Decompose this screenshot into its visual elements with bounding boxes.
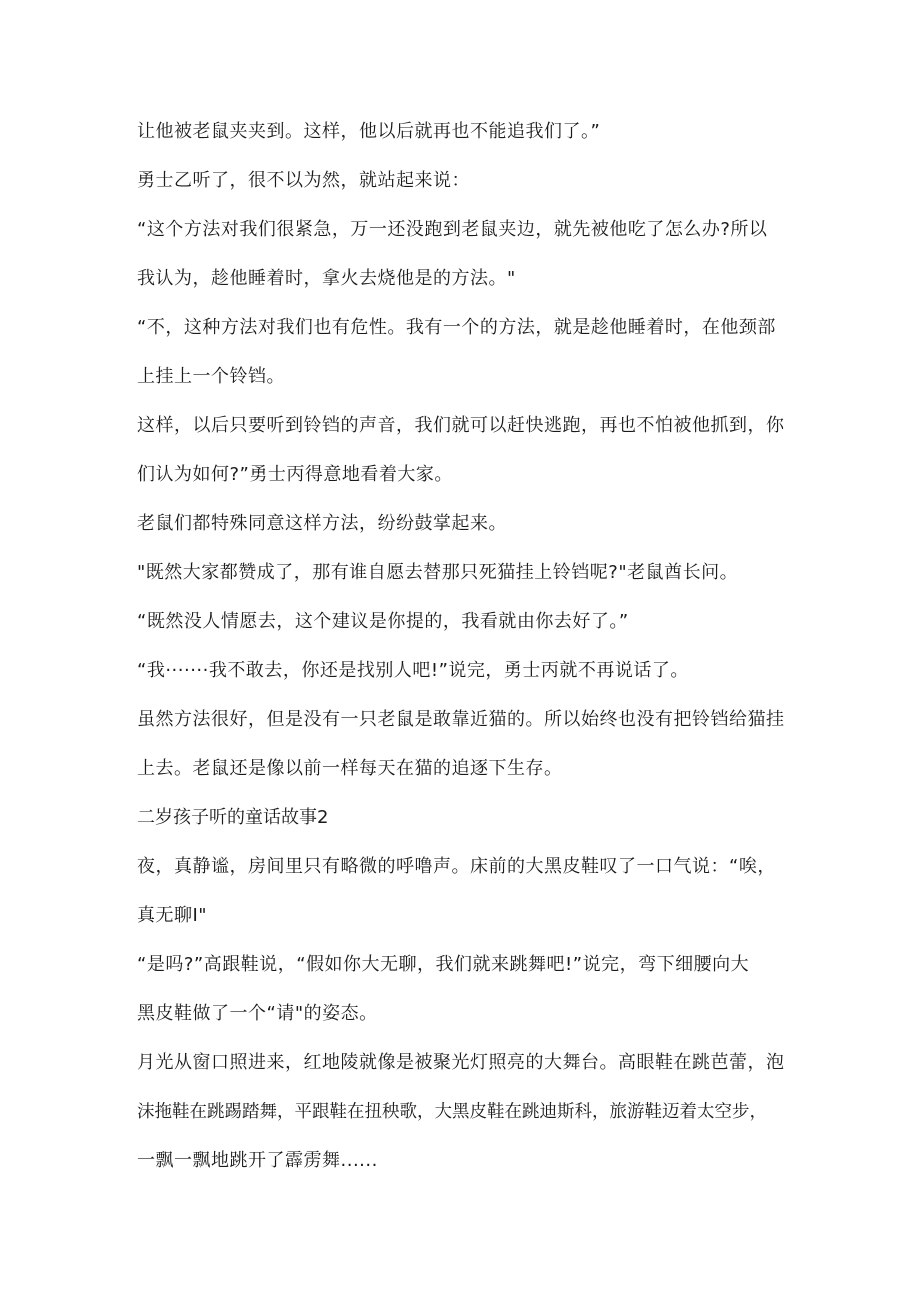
text-line: "既然大家都赞成了，那有谁自愿去替那只死猫挂上铃铛呢?"老鼠酋长问。 [137, 562, 739, 583]
text-line: 勇士乙听了，很不以为然，就站起来说： [137, 170, 470, 191]
text-line: 上去。老鼠还是像以前一样每天在猫的追逐下生存。 [137, 758, 563, 779]
text-line: 上挂上一个铃铛。 [137, 366, 285, 387]
text-line: 这样，以后只要听到铃铛的声音，我们就可以赶快逃跑，再也不怕被他抓到，你 [137, 415, 785, 436]
text-line: 沫拖鞋在跳踢踏舞，平跟鞋在扭秧歌，大黑皮鞋在跳迪斯科，旅游鞋迈着太空步， [137, 1102, 767, 1122]
text-line: 真无聊I" [137, 905, 208, 926]
text-line: “这个方法对我们很紧急，万一还没跑到老鼠夹边，就先被他吃了怎么办?所以 [137, 219, 768, 240]
text-line: 我认为，趁他睡着时，拿火去烧他是的方法。" [137, 268, 516, 289]
text-line: 老鼠们都特殊同意这样方法，纷纷鼓掌起来。 [137, 513, 507, 534]
section-heading: 二岁孩子听的童话故事2 [137, 807, 329, 828]
text-line: 们认为如何?”勇士丙得意地看着大家。 [137, 464, 453, 485]
text-line: “我·······我不敢去，你还是找别人吧!”说完，勇士丙就不再说话了。 [137, 660, 689, 681]
text-line: “不，这种方法对我们也有危性。我有一个的方法，就是趁他睡着时，在他颈部 [137, 317, 776, 338]
text-line: 夜，真静谧，房间里只有略微的呼噜声。床前的大黑皮鞋叹了一口气说：“唉， [137, 856, 776, 877]
text-line: 黑皮鞋做了一个“请"的姿态。 [137, 1003, 378, 1024]
text-line: “是吗?”高跟鞋说，“假如你大无聊，我们就来跳舞吧!”说完，弯下细腰向大 [137, 954, 750, 975]
text-line: “既然没人情愿去，这个建议是你提的，我看就由你去好了。” [137, 611, 629, 632]
text-line: 一飘一飘地跳开了霹雳舞...... [137, 1150, 378, 1171]
text-line: 让他被老鼠夹夹到。这样，他以后就再也不能追我们了。” [137, 121, 601, 142]
text-line: 虽然方法很好，但是没有一只老鼠是敢靠近猫的。所以始终也没有把铃铛给猫挂 [137, 709, 785, 730]
text-line: 月光从窗口照进来，红地陵就像是被聚光灯照亮的大舞台。高眼鞋在跳芭蕾，泡 [137, 1052, 785, 1073]
